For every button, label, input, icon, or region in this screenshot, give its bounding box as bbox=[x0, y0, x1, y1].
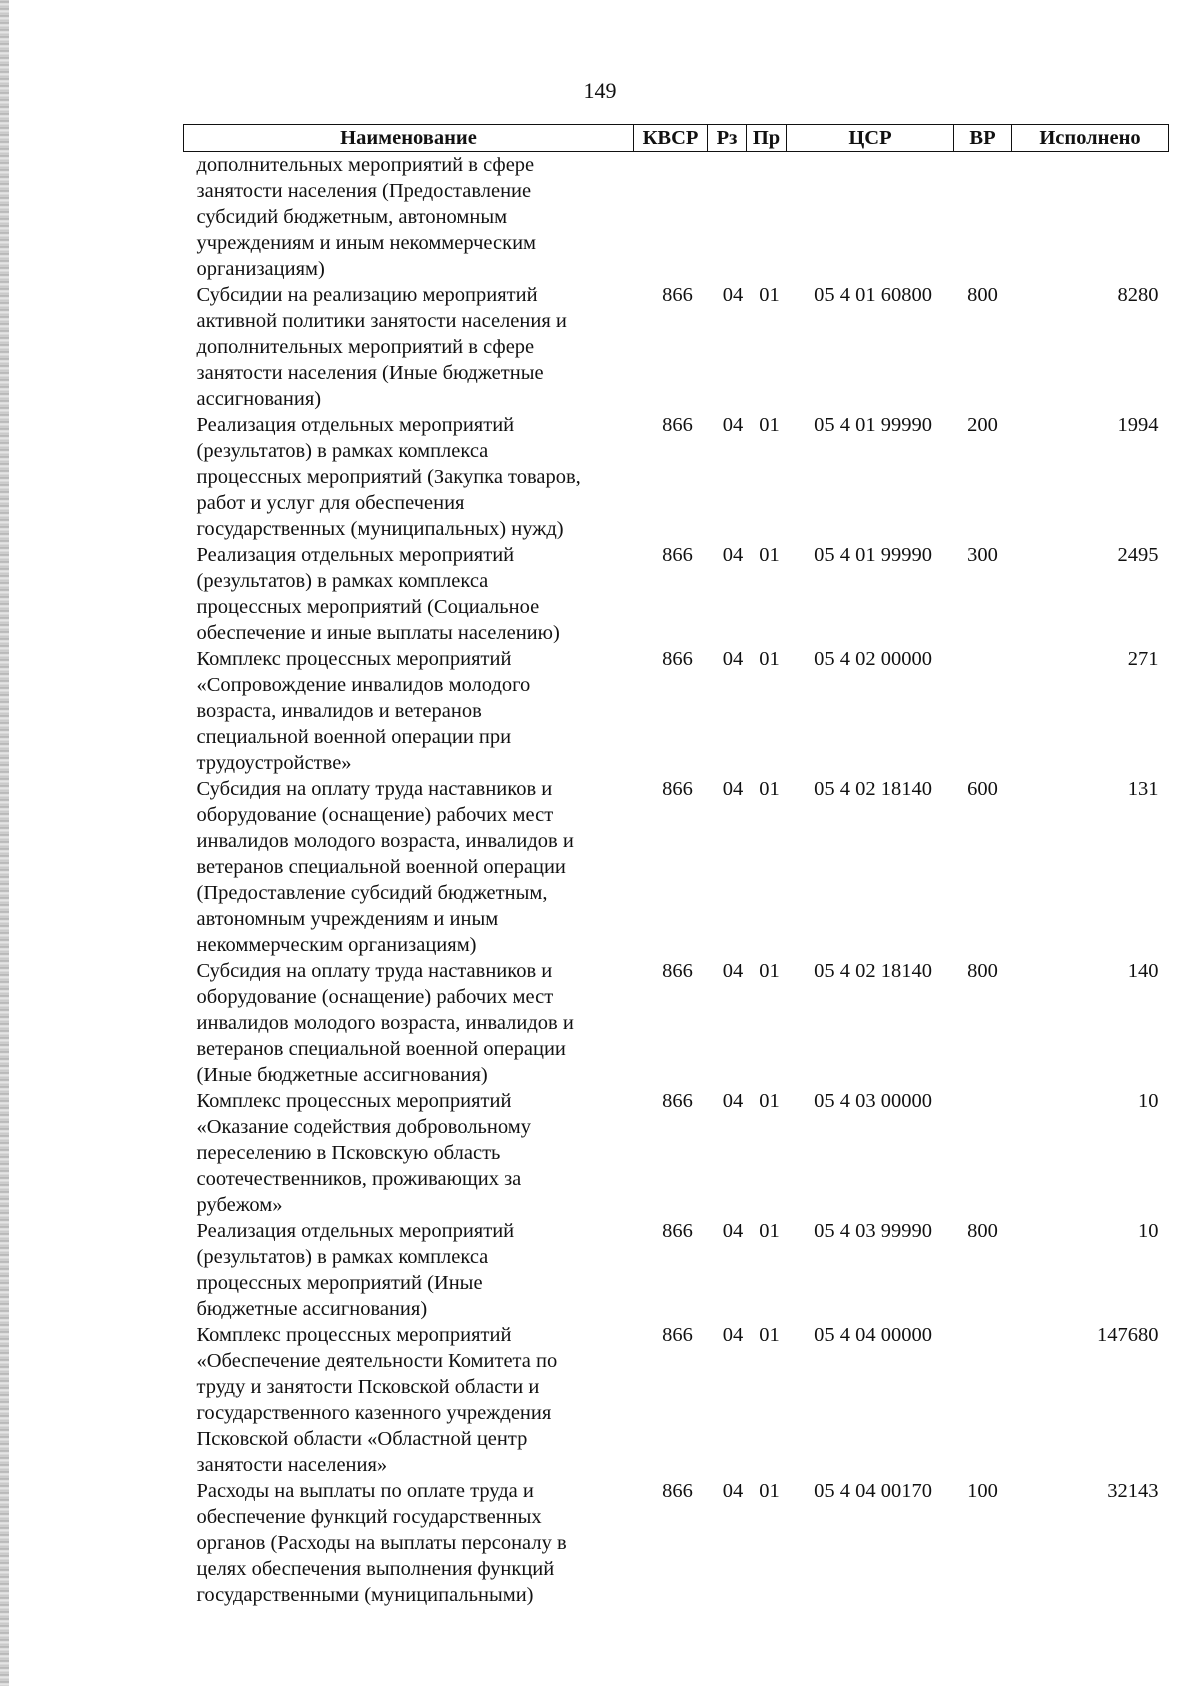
cell-name-line: Псковской области «Областной центр bbox=[196, 1428, 528, 1450]
table-row bbox=[184, 542, 1169, 646]
cell-pr: 01 bbox=[759, 778, 780, 800]
cell-kvsr: 866 bbox=[662, 648, 693, 670]
cell-pr: 01 bbox=[759, 1324, 780, 1346]
cell-rz: 04 bbox=[722, 414, 744, 436]
cell-name-line: обеспечение и иные выплаты населению) bbox=[196, 622, 560, 644]
cell-done: 10 bbox=[1138, 1220, 1159, 1242]
cell-name-line: (результатов) в рамках комплекса bbox=[196, 1246, 489, 1268]
cell-kvsr: 866 bbox=[662, 1090, 693, 1112]
cell-name-line: учреждениям и иным некоммерческим bbox=[196, 232, 537, 254]
cell-name-line: соотечественников, проживающих за bbox=[196, 1168, 522, 1190]
cell-name-line: государственного казенного учреждения bbox=[196, 1402, 552, 1424]
cell-name-line: инвалидов молодого возраста, инвалидов и bbox=[196, 1012, 574, 1034]
cell-name bbox=[184, 1218, 634, 1322]
table-row bbox=[184, 958, 1169, 1088]
cell-kvsr: 866 bbox=[662, 284, 693, 306]
cell-name-line: ассигнования) bbox=[196, 388, 322, 410]
cell-csr: 05 4 04 00000 bbox=[814, 1324, 932, 1346]
table-row bbox=[184, 412, 1169, 542]
table-row bbox=[184, 776, 1169, 958]
cell-csr: 05 4 03 99990 bbox=[814, 1220, 932, 1242]
cell-rz: 04 bbox=[722, 284, 744, 306]
cell-name-line: (Предоставление субсидий бюджетным, bbox=[196, 882, 548, 904]
cell-name-line: Комплекс процессных мероприятий bbox=[196, 648, 512, 670]
cell-csr: 05 4 02 18140 bbox=[814, 960, 932, 982]
header-done: Исполнено bbox=[1012, 125, 1169, 152]
cell-csr bbox=[787, 152, 954, 283]
cell-done: 2495 bbox=[1117, 544, 1159, 566]
cell-vr bbox=[954, 646, 1012, 776]
cell-name-line: «Оказание содействия добровольному bbox=[196, 1116, 531, 1138]
cell-name-line: Субсидия на оплату труда наставников и bbox=[196, 778, 553, 800]
cell-name-line: занятости населения» bbox=[196, 1454, 388, 1476]
cell-pr: 01 bbox=[759, 648, 780, 670]
cell-name-line: труду и занятости Псковской области и bbox=[196, 1376, 540, 1398]
page-number: 149 bbox=[583, 78, 617, 103]
cell-kvsr: 866 bbox=[662, 1324, 693, 1346]
cell-name-line: возраста, инвалидов и ветеранов bbox=[196, 700, 482, 722]
cell-name bbox=[184, 1088, 634, 1218]
cell-kvsr: 866 bbox=[662, 1220, 693, 1242]
cell-name-line: дополнительных мероприятий в сфере bbox=[196, 336, 535, 358]
cell-name-line: трудоустройстве» bbox=[196, 752, 352, 774]
cell-vr: 800 bbox=[967, 1220, 998, 1242]
cell-name-line: активной политики занятости населения и bbox=[196, 310, 567, 332]
cell-csr: 05 4 01 99990 bbox=[814, 414, 932, 436]
cell-name-line: инвалидов молодого возраста, инвалидов и bbox=[196, 830, 574, 852]
cell-name-line: Субсидия на оплату труда наставников и bbox=[196, 960, 553, 982]
cell-name-line: обеспечение функций государственных bbox=[196, 1506, 542, 1528]
cell-vr bbox=[954, 152, 1012, 283]
cell-name-line: ветеранов специальной военной операции bbox=[196, 856, 566, 878]
cell-name-line: дополнительных мероприятий в сфере bbox=[196, 154, 535, 176]
scan-edge-artifact bbox=[0, 0, 9, 1686]
table-body bbox=[184, 152, 1169, 1609]
cell-name-line: организациям) bbox=[196, 258, 325, 280]
cell-name bbox=[184, 1322, 634, 1478]
cell-done bbox=[1012, 152, 1169, 283]
cell-done: 1994 bbox=[1117, 414, 1159, 436]
cell-name-line: (Иные бюджетные ассигнования) bbox=[196, 1064, 488, 1086]
cell-kvsr: 866 bbox=[662, 778, 693, 800]
cell-name bbox=[184, 152, 634, 283]
cell-vr bbox=[954, 1322, 1012, 1478]
cell-name bbox=[184, 1478, 634, 1608]
header-pr: Пр bbox=[747, 125, 787, 152]
cell-name-line: оборудование (оснащение) рабочих мест bbox=[196, 986, 554, 1008]
cell-name-line: Реализация отдельных мероприятий bbox=[196, 1220, 515, 1242]
cell-name-line: (результатов) в рамках комплекса bbox=[196, 570, 489, 592]
cell-csr: 05 4 02 18140 bbox=[814, 778, 932, 800]
table-row bbox=[184, 1322, 1169, 1478]
cell-name-line: субсидий бюджетным, автономным bbox=[196, 206, 508, 228]
cell-csr: 05 4 02 00000 bbox=[814, 648, 932, 670]
cell-kvsr: 866 bbox=[662, 1480, 693, 1502]
cell-pr: 01 bbox=[759, 1090, 780, 1112]
cell-vr: 600 bbox=[967, 778, 998, 800]
cell-vr: 300 bbox=[967, 544, 998, 566]
cell-csr: 05 4 01 99990 bbox=[814, 544, 932, 566]
cell-rz: 04 bbox=[722, 544, 744, 566]
cell-csr: 05 4 03 00000 bbox=[814, 1090, 932, 1112]
cell-name bbox=[184, 282, 634, 412]
header-kvsr: КВСР bbox=[634, 125, 708, 152]
header-name: Наименование bbox=[184, 125, 634, 152]
table-row bbox=[184, 1478, 1169, 1608]
cell-name-line: специальной военной операции при bbox=[196, 726, 512, 748]
cell-vr: 800 bbox=[967, 284, 998, 306]
cell-vr: 200 bbox=[967, 414, 998, 436]
table-row bbox=[184, 282, 1169, 412]
cell-name-line: «Сопровождение инвалидов молодого bbox=[196, 674, 531, 696]
cell-name-line: оборудование (оснащение) рабочих мест bbox=[196, 804, 554, 826]
cell-rz: 04 bbox=[722, 778, 744, 800]
cell-name-line: занятости населения (Иные бюджетные bbox=[196, 362, 544, 384]
header-vr: ВР bbox=[954, 125, 1012, 152]
cell-name-line: Реализация отдельных мероприятий bbox=[196, 414, 515, 436]
table-row bbox=[184, 1088, 1169, 1218]
cell-vr: 100 bbox=[967, 1480, 998, 1502]
cell-name-line: Комплекс процессных мероприятий bbox=[196, 1090, 512, 1112]
cell-vr: 800 bbox=[967, 960, 998, 982]
cell-vr bbox=[954, 1088, 1012, 1218]
cell-pr bbox=[747, 152, 787, 283]
cell-name-line: некоммерческим организациям) bbox=[196, 934, 477, 956]
cell-pr: 01 bbox=[759, 1220, 780, 1242]
cell-name-line: переселению в Псковскую область bbox=[196, 1142, 501, 1164]
cell-name bbox=[184, 412, 634, 542]
cell-kvsr: 866 bbox=[662, 960, 693, 982]
cell-rz: 04 bbox=[722, 1220, 744, 1242]
cell-rz: 04 bbox=[722, 1324, 744, 1346]
cell-name-line: бюджетные ассигнования) bbox=[196, 1298, 428, 1320]
cell-done: 131 bbox=[1127, 778, 1159, 800]
cell-name-line: целях обеспечения выполнения функций bbox=[196, 1558, 555, 1580]
cell-pr: 01 bbox=[759, 414, 780, 436]
cell-name-line: работ и услуг для обеспечения bbox=[196, 492, 465, 514]
cell-done: 10 bbox=[1138, 1090, 1159, 1112]
cell-rz bbox=[708, 152, 747, 283]
table-header-row bbox=[184, 125, 1169, 152]
cell-name bbox=[184, 958, 634, 1088]
cell-rz: 04 bbox=[722, 960, 744, 982]
cell-name-line: занятости населения (Предоставление bbox=[196, 180, 532, 202]
cell-name bbox=[184, 542, 634, 646]
cell-pr: 01 bbox=[759, 544, 780, 566]
cell-done: 140 bbox=[1127, 960, 1159, 982]
cell-pr: 01 bbox=[759, 960, 780, 982]
cell-csr: 05 4 04 00170 bbox=[814, 1480, 932, 1502]
cell-csr: 05 4 01 60800 bbox=[814, 284, 932, 306]
cell-name-line: автономным учреждениям и иным bbox=[196, 908, 499, 930]
cell-name bbox=[184, 776, 634, 958]
header-csr: ЦСР bbox=[787, 125, 954, 152]
cell-name-line: государственных (муниципальных) нужд) bbox=[196, 518, 564, 540]
cell-name-line: (результатов) в рамках комплекса bbox=[196, 440, 489, 462]
budget-execution-table bbox=[183, 124, 1169, 1608]
cell-done: 147680 bbox=[1097, 1324, 1159, 1346]
cell-pr: 01 bbox=[759, 284, 780, 306]
cell-name-line: рубежом» bbox=[196, 1194, 283, 1216]
cell-name-line: ветеранов специальной военной операции bbox=[196, 1038, 566, 1060]
cell-rz: 04 bbox=[722, 1090, 744, 1112]
cell-name-line: Субсидии на реализацию мероприятий bbox=[196, 284, 538, 306]
cell-done: 271 bbox=[1127, 648, 1159, 670]
cell-name-line: государственными (муниципальными) bbox=[196, 1584, 534, 1606]
cell-done: 32143 bbox=[1107, 1480, 1159, 1502]
cell-name-line: Реализация отдельных мероприятий bbox=[196, 544, 515, 566]
cell-name-line: процессных мероприятий (Закупка товаров, bbox=[196, 466, 581, 488]
table-row bbox=[184, 646, 1169, 776]
table-row bbox=[184, 152, 1169, 283]
cell-rz: 04 bbox=[722, 1480, 744, 1502]
cell-name-line: Комплекс процессных мероприятий bbox=[196, 1324, 512, 1346]
cell-name bbox=[184, 646, 634, 776]
cell-name-line: органов (Расходы на выплаты персоналу в bbox=[196, 1532, 567, 1554]
cell-name-line: «Обеспечение деятельности Комитета по bbox=[196, 1350, 558, 1372]
header-rz: Рз bbox=[708, 125, 747, 152]
cell-name-line: Расходы на выплаты по оплате труда и bbox=[196, 1480, 534, 1502]
cell-pr: 01 bbox=[759, 1480, 780, 1502]
cell-done: 8280 bbox=[1117, 284, 1159, 306]
table-row bbox=[184, 1218, 1169, 1322]
cell-name-line: процессных мероприятий (Социальное bbox=[196, 596, 540, 618]
cell-rz: 04 bbox=[722, 648, 744, 670]
table-header bbox=[184, 125, 1169, 152]
cell-kvsr: 866 bbox=[662, 544, 693, 566]
cell-name-line: процессных мероприятий (Иные bbox=[196, 1272, 483, 1294]
cell-kvsr: 866 bbox=[662, 414, 693, 436]
cell-kvsr bbox=[634, 152, 708, 283]
